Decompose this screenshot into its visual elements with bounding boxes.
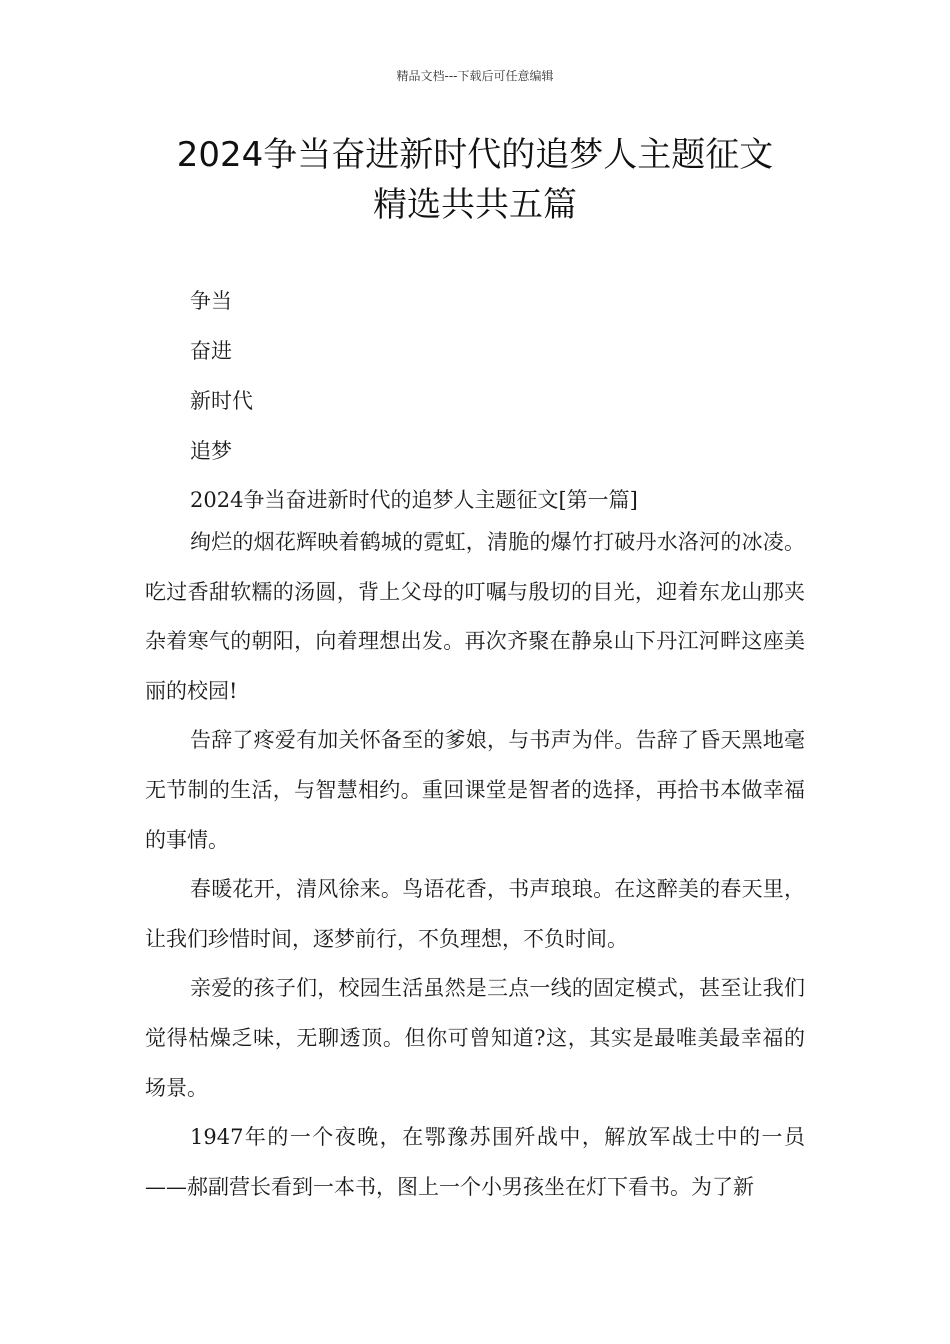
keyword-list [190, 283, 253, 483]
body-paragraph: 亲爱的孩子们，校园生活虽然是三点一线的固定模式，甚至让我们觉得枯燥乏味，无聊透顶。但你可曾知道?这，其实是最唯美最幸福的场景。 [145, 976, 805, 1100]
title-line-2: 精选共共五篇 [373, 185, 577, 225]
keyword-item: 争当 [190, 289, 232, 313]
document-title [100, 130, 850, 230]
body-paragraph: 绚烂的烟花辉映着鹤城的霓虹，清脆的爆竹打破丹水洛河的冰凌。吃过香甜软糯的汤圆，背上父母的叮嘱与殷切的目光，迎着东龙山那夹杂着寒气的朝阳，向着理想出发。再次齐聚在静泉山下丹江河畔这座美丽的校园! [145, 530, 805, 703]
section-subheading: 2024争当奋进新时代的追梦人主题征文[第一篇] [190, 488, 638, 512]
header-note: 精品文档---下载后可任意编辑 [396, 69, 554, 83]
keyword-item: 奋进 [190, 339, 232, 363]
body-paragraph: 春暖花开，清风徐来。鸟语花香，书声琅琅。在这醉美的春天里，让我们珍惜时间，逐梦前行，不负理想，不负时间。 [145, 877, 805, 951]
body-paragraph: 告辞了疼爱有加关怀备至的爹娘，与书声为伴。告辞了昏天黑地毫无节制的生活，与智慧相约。重回课堂是智者的选择，再拾书本做幸福的事情。 [145, 728, 805, 852]
title-line-1: 2024争当奋进新时代的追梦人主题征文 [176, 135, 774, 175]
keyword-item: 追梦 [190, 439, 232, 463]
body-paragraph: 1947年的一个夜晚，在鄂豫苏围歼战中，解放军战士中的一员——郝副营长看到一本书，图上一个小男孩坐在灯下看书。为了新 [145, 1125, 805, 1199]
keyword-item: 新时代 [190, 389, 253, 413]
document-body [145, 482, 805, 1212]
